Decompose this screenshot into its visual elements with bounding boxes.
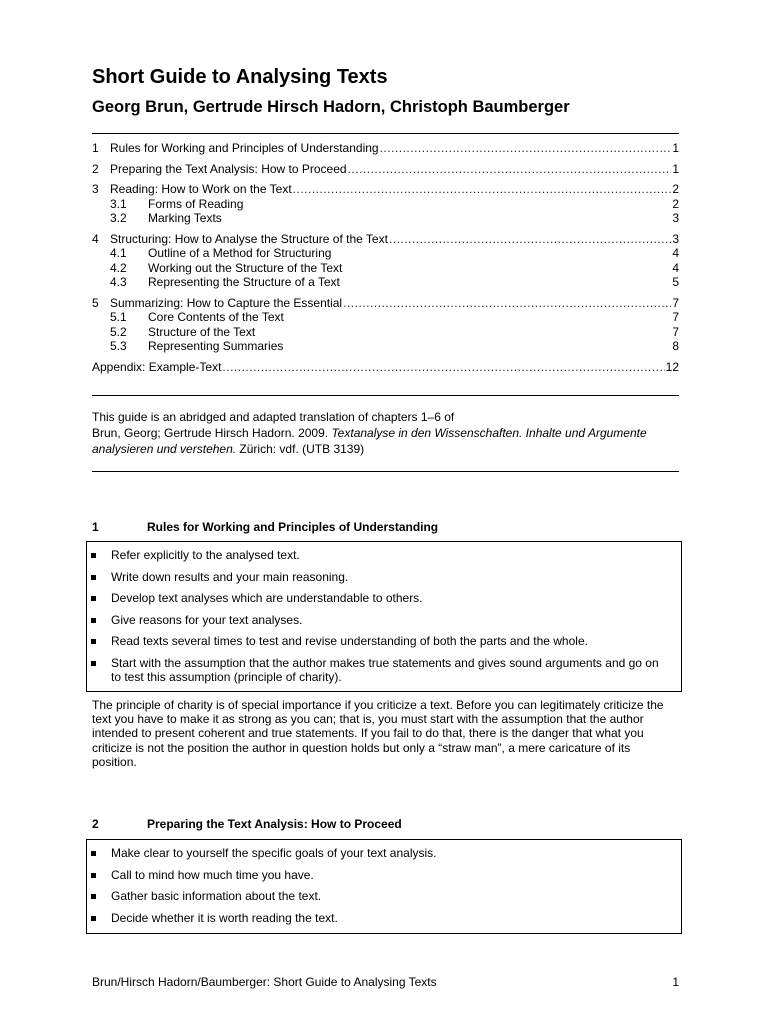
toc-subentry[interactable] — [92, 197, 679, 212]
source-note-citation — [92, 425, 672, 457]
toc-entry[interactable] — [92, 232, 679, 247]
toc-subentry-label: Representing the Structure of a Text — [148, 275, 340, 289]
toc-subentry-page: 7 — [672, 310, 679, 324]
toc-subentry-number: 5.3 — [110, 339, 127, 353]
toc-entry-number: 1 — [92, 141, 99, 155]
list-item — [111, 868, 671, 883]
toc-subentry-number: 3.1 — [110, 196, 127, 211]
divider — [92, 395, 679, 396]
bullet-icon — [91, 618, 96, 623]
toc-subentry-label: Working out the Structure of the Text — [148, 260, 343, 275]
source-note — [92, 409, 672, 457]
toc-entry-label: Summarizing: How to Capture the Essential — [110, 295, 343, 310]
footer-running-title: Brun/Hirsch Hadorn/Baumberger: Short Guide to Analysing Texts — [92, 975, 437, 989]
toc-appendix-page: 12 — [665, 359, 679, 374]
toc-entry-label: Structuring: How to Analyse the Structure of the Text — [110, 231, 388, 246]
toc-leader — [343, 296, 671, 311]
section-title: Preparing the Text Analysis: How to Proceed — [147, 817, 402, 831]
toc-entry-page: 1 — [672, 141, 679, 155]
bullet-icon — [91, 894, 96, 899]
toc-subentry-page: 4 — [672, 260, 679, 275]
document-title: Short Guide to Analysing Texts — [92, 66, 388, 88]
toc-subentry[interactable] — [92, 246, 679, 261]
section-title: Rules for Working and Principles of Understanding — [147, 520, 439, 534]
rules-box — [86, 541, 682, 692]
list-item — [111, 548, 671, 563]
section-1-heading — [92, 520, 438, 534]
toc-subentry-number: 5.2 — [110, 324, 127, 339]
list-item — [111, 634, 671, 649]
toc-subentry[interactable] — [92, 261, 679, 276]
divider — [92, 471, 679, 472]
list-item-text: Develop text analyses which are understandable to others. — [111, 591, 423, 605]
page-footer — [92, 975, 679, 989]
section-2-heading — [92, 817, 402, 831]
toc-entry-label: Preparing the Text Analysis: How to Proceed — [110, 161, 347, 176]
list-item-text: Read texts several times to test and revise understanding of both the parts and the whole. — [111, 634, 588, 648]
list-item-text: Start with the assumption that the author makes true statements and gives sound arguments and go on to test this assumption (principle of charity). — [111, 655, 659, 684]
list-item — [111, 656, 671, 685]
list-item-text: Call to mind how much time you have. — [111, 867, 314, 882]
toc-leader — [293, 182, 672, 197]
toc-entry-page: 7 — [672, 295, 679, 310]
toc-subentry-label: Forms of Reading — [148, 196, 244, 211]
steps-box — [86, 839, 682, 934]
toc-leader — [380, 141, 672, 156]
toc-subentry[interactable] — [92, 325, 679, 340]
toc-subentry-number: 3.2 — [110, 211, 127, 225]
bullet-icon — [91, 553, 96, 558]
toc-subentry-page: 4 — [672, 246, 679, 260]
table-of-contents — [92, 141, 679, 374]
toc-subentry-label: Marking Texts — [148, 211, 222, 225]
toc-entry[interactable] — [92, 162, 679, 177]
toc-subentry-label: Core Contents of the Text — [148, 310, 284, 324]
citation-authors: Brun, Georg; Gertrude Hirsch Hadorn. 2009. — [92, 426, 332, 440]
toc-leader — [348, 162, 672, 177]
toc-entry[interactable] — [92, 141, 679, 156]
toc-entry-label: Reading: How to Work on the Text — [110, 182, 292, 196]
toc-entry[interactable] — [92, 182, 679, 197]
bullet-icon — [91, 851, 96, 856]
toc-entry-number: 4 — [92, 231, 99, 246]
principle-of-charity-paragraph: The principle of charity is of special importance if you criticize a text. Before you can legitimately criticize the text you have to make it as strong as you can; that is, you must start with the assumption that the author intended to present coherent and true statements. If you fail to do that, there is the danger that what you criticize is not the position the author in question holds but only a “straw man”, a mere caricature of its position. — [92, 698, 664, 769]
source-note-intro: This guide is an abridged and adapted translation of chapters 1–6 of — [92, 410, 455, 424]
list-item-text: Make clear to yourself the specific goals of your text analysis. — [111, 846, 437, 860]
document-authors: Georg Brun, Gertrude Hirsch Hadorn, Christoph Baumberger — [92, 98, 570, 116]
list-item-text: Write down results and your main reasoning. — [111, 569, 349, 584]
list-item-text: Refer explicitly to the analysed text. — [111, 548, 300, 562]
toc-subentry-page: 3 — [672, 211, 679, 225]
list-item — [111, 889, 671, 904]
toc-entry-number: 3 — [92, 182, 99, 196]
toc-subentry-page: 7 — [672, 324, 679, 339]
toc-subentry[interactable] — [92, 310, 679, 325]
toc-entry-page: 3 — [672, 231, 679, 246]
toc-leader — [389, 232, 671, 247]
list-item — [111, 591, 671, 606]
bullet-icon — [91, 639, 96, 644]
citation-publisher: Zürich: vdf. (UTB 3139) — [236, 442, 365, 456]
list-item-text: Give reasons for your text analyses. — [111, 612, 303, 627]
toc-subentry-label: Outline of a Method for Structuring — [148, 246, 332, 260]
toc-appendix-label: Appendix: Example-Text — [92, 359, 222, 374]
bullet-icon — [91, 873, 96, 878]
bullet-icon — [91, 575, 96, 580]
toc-leader — [222, 360, 664, 375]
footer-page-number: 1 — [672, 975, 679, 989]
toc-subentry[interactable] — [92, 211, 679, 226]
toc-entry-number: 2 — [92, 161, 99, 176]
citation-book-title: Textanalyse in den Wissenschaften. Inhalte und Argumente analysieren und verstehen. — [92, 426, 647, 456]
list-item — [111, 846, 671, 861]
toc-subentry-number: 4.1 — [110, 246, 127, 260]
toc-subentry-page: 5 — [672, 275, 679, 289]
bullet-icon — [91, 596, 96, 601]
toc-entry-page: 1 — [672, 161, 679, 176]
toc-subentry-page: 8 — [672, 339, 679, 353]
bullet-icon — [91, 916, 96, 921]
toc-subentry-label: Structure of the Text — [148, 324, 256, 339]
list-item-text: Gather basic information about the text. — [111, 889, 322, 903]
toc-subentry-number: 5.1 — [110, 310, 127, 324]
list-item-text: Decide whether it is worth reading the text. — [111, 910, 338, 925]
section-number: 1 — [92, 520, 99, 534]
toc-entry-label: Rules for Working and Principles of Understanding — [110, 141, 379, 155]
toc-subentry[interactable] — [92, 339, 679, 354]
list-item — [111, 911, 671, 926]
list-item — [111, 613, 671, 628]
toc-subentry-page: 2 — [672, 196, 679, 211]
list-item — [111, 570, 671, 585]
toc-subentry-number: 4.2 — [110, 260, 127, 275]
toc-entry-page: 2 — [672, 182, 679, 196]
divider — [92, 133, 679, 134]
bullet-icon — [91, 661, 96, 666]
toc-appendix[interactable] — [92, 360, 679, 375]
toc-subentry[interactable] — [92, 275, 679, 290]
section-number: 2 — [92, 817, 99, 831]
toc-entry-number: 5 — [92, 295, 99, 310]
toc-subentry-number: 4.3 — [110, 275, 127, 289]
toc-subentry-label: Representing Summaries — [148, 339, 284, 353]
toc-entry[interactable] — [92, 296, 679, 311]
